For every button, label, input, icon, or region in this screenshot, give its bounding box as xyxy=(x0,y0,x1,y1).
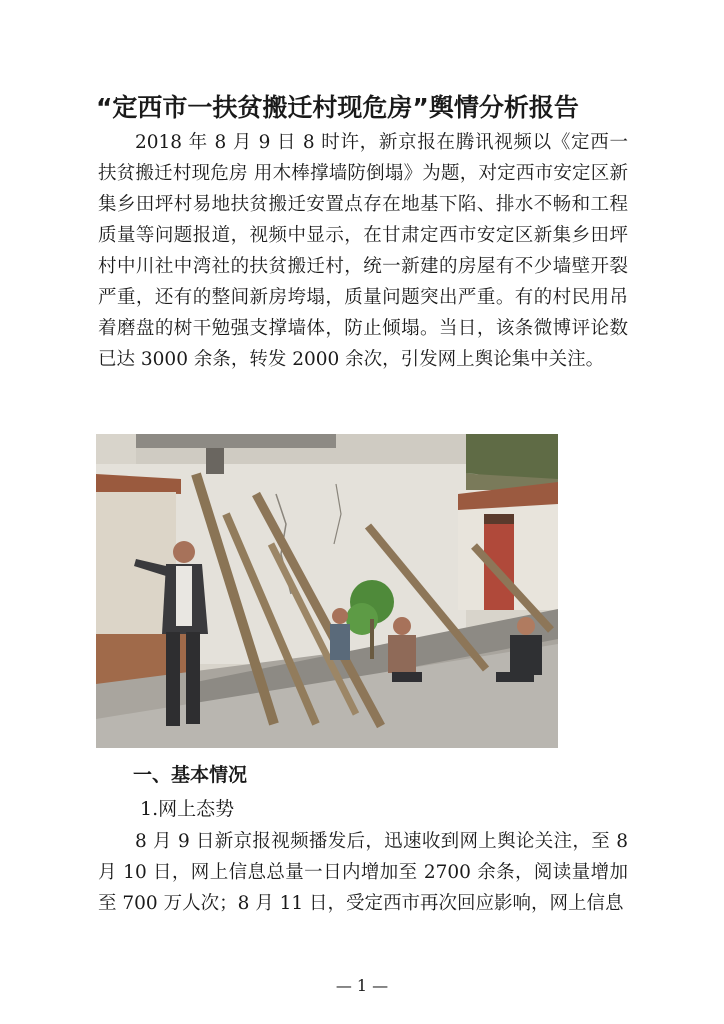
subsection-heading: 1.网上态势 xyxy=(140,798,235,820)
document-title: “定西市一扶贫搬迁村现危房”舆情分析报告 xyxy=(96,93,579,122)
section-heading: 一、基本情况 xyxy=(133,764,248,786)
intro-paragraph: 2018 年 8 月 9 日 8 时许，新京报在腾讯视频以《定西一扶贫搬迁村现危房 用木棒撑墙防倒塌》为题，对定西市安定区新集乡田坪村易地扶贫搬迁安置点存在地基下陷、排水不畅和工程质量等问题报道，视频中显示，在甘肃定西市安定区新集乡田坪村中川社中湾社的扶贫搬迁村，统一新建的房屋有不少墙壁开裂严重，还有的整间新房垮塌，质量问题突出严重。有的村民用吊着磨盘的树干勉强支撑墙体，防止倾塌。当日，该条微博评论数已达 3000 余条，转发 2000 余次，引发网上舆论集中关注。 xyxy=(98,132,628,370)
news-photo xyxy=(96,434,558,748)
page-number: — 1 — xyxy=(335,976,389,995)
body-paragraph: 8 月 9 日新京报视频播发后，迅速收到网上舆论关注，至 8 月 10 日，网上信息总量一日内增加至 2700 余条，阅读量增加至 700 万人次；8 月 11 日，受定西市再次回应影响，网上信息 xyxy=(98,831,628,914)
